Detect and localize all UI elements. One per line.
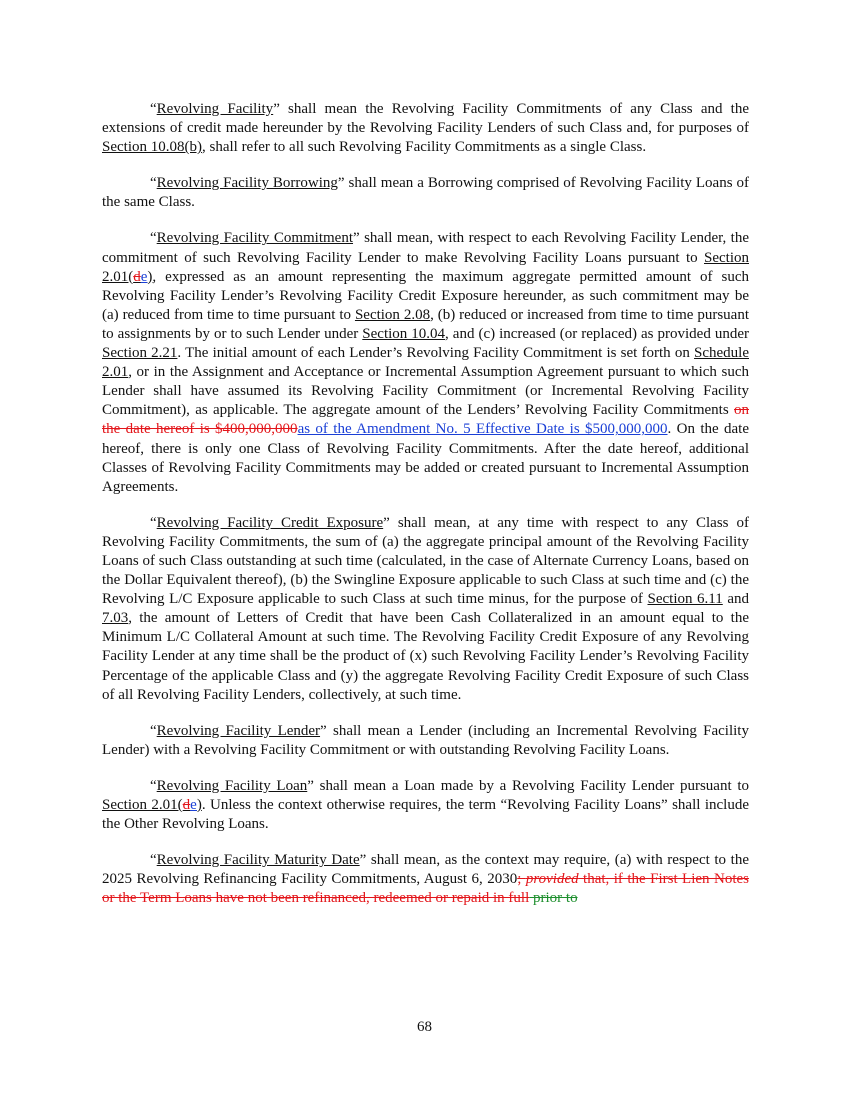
defined-term: Revolving Facility xyxy=(156,101,274,117)
definition-revolving-facility-credit-exposure: “Revolving Facility Credit Exposure” shall mean, at any time with respect to any Class of Revolving Facility Commitments, the sum of (a) the aggregate principal amount of the Revolving Facility Loans of such Class outstanding at such time (calculated, in the case of Alternate Currency Loans, based on the Dollar Equivalent thereof), (b) the Swingline Exposure applicable to such Class at such time and (c) the Revolving L/C Exposure applicable to such Class at such time minus, for the purpose of Section 6.11 and 7.03, the amount of Letters of Credit that have been Cash Collateralized in an amount equal to the Minimum L/C Collateral Amount at such time. The Revolving Facility Credit Exposure of any Revolving Facility Lender at any time shall be the product of (x) such Revolving Facility Lender’s Revolving Facility Percentage of the applicable Class and (y) the aggregate Revolving Facility Credit Exposure of such Class of all Revolving Facility Lenders, collectively, at such time. xyxy=(102,514,749,703)
section-reference: Section 10.08(b) xyxy=(102,139,202,156)
deleted-text: ; xyxy=(517,871,526,888)
defined-term: Revolving Facility Loan xyxy=(156,777,308,794)
defined-term: Revolving Facility Maturity Date xyxy=(156,852,360,869)
deleted-text: d xyxy=(133,268,141,285)
inserted-text: e xyxy=(190,797,197,813)
moved-text: prior to xyxy=(529,890,578,907)
section-reference: Section 2.08 xyxy=(354,306,431,323)
defined-term: Revolving Facility Lender xyxy=(156,722,321,739)
document-page xyxy=(102,100,749,925)
deleted-text: that, if the First Lien Notes or the Term Loans have not been refinanced, redeemed or repaid in full xyxy=(102,871,749,907)
section-reference: Section 2.01(de) xyxy=(102,797,202,813)
definition-revolving-facility-borrowing: “Revolving Facility Borrowing” shall mean a Borrowing comprised of Revolving Facility Loans of the same Class. xyxy=(102,175,749,211)
definition-revolving-facility-lender: “Revolving Facility Lender” shall mean a Lender (including an Incremental Revolving Facility Lender) with a Revolving Facility Commitment or with outstanding Revolving Facility Loans. xyxy=(102,722,749,758)
page-number: 68 xyxy=(417,1019,432,1035)
section-reference: 7.03 xyxy=(102,610,129,627)
definition-revolving-facility-maturity-date: “Revolving Facility Maturity Date” shall mean, as the context may require, (a) with respect to the 2025 Revolving Refinancing Facility Commitments, August 6, 2030; provided that, if the First Lien Notes or the Term Loans have not been refinanced, redeemed or repaid in full prior to xyxy=(102,852,749,907)
section-reference: Section 2.01(de) xyxy=(102,249,749,285)
deleted-text: on the date hereof is $400,000,000 xyxy=(102,402,749,438)
defined-term: Revolving Facility Credit Exposure xyxy=(156,514,384,531)
inserted-text: e xyxy=(140,268,148,285)
inserted-text: as of the Amendment No. 5 Effective Date is $500,000,000 xyxy=(297,421,668,438)
section-reference: Section 10.04 xyxy=(362,325,446,342)
definition-revolving-facility-loan: “Revolving Facility Loan” shall mean a Loan made by a Revolving Facility Lender pursuant to Section 2.01(de). Unless the context otherwise requires, the term “Revolving Facility Loans” shall include the Other Revolving Loans. xyxy=(102,777,749,833)
defined-term: Revolving Facility Commitment xyxy=(156,230,354,247)
definition-revolving-facility-commitment: “Revolving Facility Commitment” shall mean, with respect to each Revolving Facility Lender, the commitment of such Revolving Facility Lender to make Revolving Facility Loans pursuant to Section 2.01(de), expressed as an amount representing the maximum aggregate permitted amount of such Revolving Facility Lender’s Revolving Facility Credit Exposure hereunder, as such commitment may be (a) reduced from time to time pursuant to Section 2.08, (b) reduced or increased from time to time pursuant to assignments by or to such Lender under Section 10.04, and (c) increased (or replaced) as provided under Section 2.21. The initial amount of each Lender’s Revolving Facility Commitment is set forth on Schedule 2.01, or in the Assignment and Acceptance or Incremental Assumption Agreement pursuant to which such Lender shall have assumed its Revolving Facility Commitment (or Incremental Revolving Facility Commitment), as applicable. The aggregate amount of the Lenders’ Revolving Facility Commitments on the date hereof is $400,000,000as of the Amendment No. 5 Effective Date is $500,000,000. On the date hereof, there is only one Class of Revolving Facility Commitments. After the date hereof, additional Classes of Revolving Facility Commitments may be added or created pursuant to Incremental Assumption Agreements. xyxy=(102,230,750,495)
section-reference: Section 2.21 xyxy=(102,345,178,362)
defined-term: Revolving Facility Borrowing xyxy=(156,175,338,192)
deleted-text: d xyxy=(182,797,191,813)
deleted-text: provided xyxy=(525,871,579,888)
schedule-reference: Schedule 2.01 xyxy=(102,345,749,381)
definition-revolving-facility: “Revolving Facility” shall mean the Revolving Facility Commitments of any Class and the extensions of credit made hereunder by the Revolving Facility Lenders of such Class and, for purposes of Section 10.08(b), shall refer to all such Revolving Facility Commitments as a single Class. xyxy=(102,101,749,156)
section-reference: Section 6.11 xyxy=(647,591,723,608)
